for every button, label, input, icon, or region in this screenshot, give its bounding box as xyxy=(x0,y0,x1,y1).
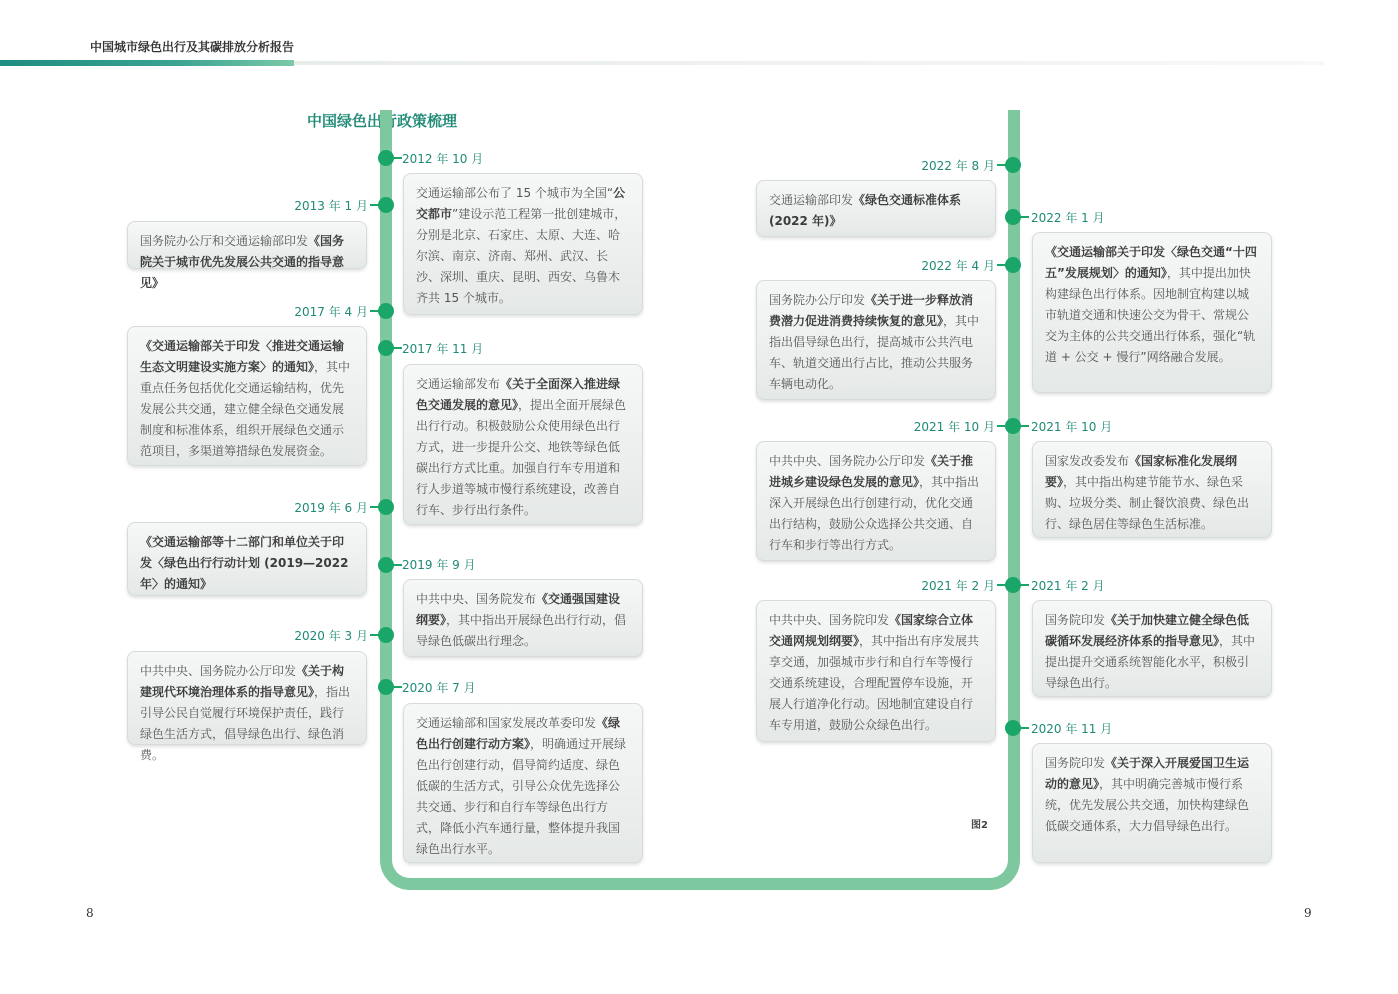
timeline-node xyxy=(378,303,394,319)
card-text: 中共中央、国务院印发 xyxy=(769,613,890,627)
date-label: 2020 年 3 月 xyxy=(294,629,368,643)
page-number-right: 9 xyxy=(1304,906,1312,920)
timeline-tick xyxy=(1019,727,1029,729)
date-label: 2017 年 11 月 xyxy=(402,342,484,356)
timeline-tick xyxy=(370,204,380,206)
policy-name: 《国家综合立体交通网规划纲要》 xyxy=(769,613,974,648)
timeline-node xyxy=(378,499,394,515)
card-text: ，提出全面开展绿色出行行动。积极鼓励公众使用绿色出行方式，进一步提升公交、地铁等绿色低碳出行方式比重。加强自行车专用道和行人步道等城市慢行系统建设，改善自行车、步行出行条件。 xyxy=(416,398,627,517)
card-text: ，其中重点任务包括优化交通运输结构，优先发展公共交通，建立健全绿色交通发展制度和标准体系，组织开展绿色交通示范项目，多渠道筹措绿色发展资金。 xyxy=(140,360,351,458)
timeline-tick xyxy=(392,157,402,159)
report-header-title: 中国城市绿色出行及其碳排放分析报告 xyxy=(90,40,295,54)
page-number-left: 8 xyxy=(86,906,94,920)
card-text: 中共中央、国务院办公厅印发 xyxy=(140,664,297,678)
policy-card xyxy=(403,364,643,525)
policy-card xyxy=(127,221,367,290)
policy-name: 《绿色出行创建行动方案》 xyxy=(416,716,621,751)
policy-name: 《关于加快建立健全绿色低碳循环发展经济体系的指导意见》 xyxy=(1045,613,1250,648)
date-label: 2021 年 10 月 xyxy=(913,420,995,434)
card-text: ，其中提出提升交通系统智能化水平，积极引导绿色出行。 xyxy=(1045,634,1256,690)
card-text: ，指出引导公民自觉履行环境保护责任，践行绿色生活方式，倡导绿色出行、绿色消费。 xyxy=(140,685,351,762)
policy-name: 公交都市 xyxy=(416,186,626,221)
card-text: ，其中指出深入开展绿色出行创建行动，优化交通出行结构，鼓励公众选择公共交通、自行车和步行等出行方式。 xyxy=(769,475,980,552)
card-text: ”建设示范工程第一批创建城市，分别是北京、石家庄、太原、大连、哈尔滨、南京、济南、郑州、武汉、长沙、深圳、重庆、昆明、西安、乌鲁木齐共 15 个城市。 xyxy=(416,207,627,305)
card-text: 中共中央、国务院发布 xyxy=(416,592,537,606)
timeline-tick xyxy=(997,164,1007,166)
card-text: ，其中指出倡导绿色出行，提高城市公共汽电车、轨道交通出行占比，推动公共服务车辆电动化。 xyxy=(769,314,980,391)
date-label: 2013 年 1 月 xyxy=(294,199,368,213)
policy-name: 《关于推进城乡建设绿色发展的意见》 xyxy=(769,454,974,489)
timeline-tick xyxy=(1019,584,1029,586)
policy-card xyxy=(403,173,643,315)
figure-label: 图2 xyxy=(971,820,988,831)
timeline-node xyxy=(378,627,394,643)
card-text: ，其中明确完善城市慢行系统，优先发展公共交通，加快构建绿色低碳交通体系，大力倡导绿色出行。 xyxy=(1045,777,1250,833)
card-text: 交通运输部印发 xyxy=(769,193,854,207)
policy-card xyxy=(756,600,996,742)
policy-card xyxy=(756,180,996,237)
date-label: 2019 年 9 月 xyxy=(402,558,476,572)
timeline-tick xyxy=(997,425,1007,427)
policy-name: 《交通运输部关于印发〈推进交通运输生态文明建设实施方案〉的通知》 xyxy=(140,339,345,374)
date-label: 2020 年 11 月 xyxy=(1031,722,1113,736)
date-label: 2021 年 10 月 xyxy=(1031,420,1113,434)
date-label: 2022 年 8 月 xyxy=(921,159,995,173)
policy-card xyxy=(1032,743,1272,863)
card-text: ，其中指出有序发展共享交通，加强城市步行和自行车等慢行交通系统建设，合理配置停车设施，开展人行道净化行动。因地制宜建设自行车专用道，鼓励公众绿色出行。 xyxy=(769,634,980,732)
card-text: 中共中央、国务院办公厅印发 xyxy=(769,454,926,468)
date-label: 2021 年 2 月 xyxy=(921,579,995,593)
timeline-tick xyxy=(370,634,380,636)
policy-card xyxy=(1032,600,1272,697)
card-text: ，明确通过开展绿色出行创建行动，倡导简约适度、绿色低碳的生活方式，引导公众优先选择公共交通、步行和自行车等绿色出行方式，降低小汽车通行量，整体提升我国绿色出行水平。 xyxy=(416,737,627,856)
card-text: 交通运输部发布 xyxy=(416,377,501,391)
card-text: 国务院办公厅和交通运输部印发 xyxy=(140,234,309,248)
timeline-tick xyxy=(370,506,380,508)
timeline-tick xyxy=(1019,216,1029,218)
card-text: ，其中指出构建节能节水、绿色采购、垃圾分类、制止餐饮浪费、绿色出行、绿色居住等绿色生活标准。 xyxy=(1045,475,1250,531)
policy-name: 《绿色交通标准体系 (2022 年)》 xyxy=(769,193,962,228)
policy-name: 《交通运输部关于印发〈绿色交通“十四五”发展规划〉的通知》 xyxy=(1045,245,1257,280)
date-label: 2019 年 6 月 xyxy=(294,501,368,515)
timeline-node xyxy=(1005,157,1021,173)
card-text: 交通运输部和国家发展改革委印发 xyxy=(416,716,597,730)
date-label: 2017 年 4 月 xyxy=(294,305,368,319)
policy-card xyxy=(756,441,996,561)
timeline-node xyxy=(378,197,394,213)
card-text: 国务院办公厅印发 xyxy=(769,293,866,307)
policy-card xyxy=(127,326,367,466)
timeline-tick xyxy=(1019,425,1029,427)
card-text: ，其中提出加快构建绿色出行体系。因地制宜构建以城市轨道交通和快速公交为骨干、常规公交为主体的公共交通出行体系，强化“轨道 + 公交 + 慢行”网络融合发展。 xyxy=(1045,266,1256,364)
header-accent-bar xyxy=(0,60,294,66)
policy-card xyxy=(403,579,643,657)
date-label: 2021 年 2 月 xyxy=(1031,579,1105,593)
policy-card xyxy=(403,703,643,863)
timeline-tick xyxy=(392,686,402,688)
timeline-tick xyxy=(997,584,1007,586)
policy-card xyxy=(756,280,996,400)
header-divider xyxy=(294,61,1324,65)
date-label: 2022 年 4 月 xyxy=(921,259,995,273)
card-text: 国务院印发 xyxy=(1045,756,1106,770)
policy-name: 《交通运输部等十二部门和单位关于印发〈绿色出行行动计划 (2019—2022 年〉的通知》 xyxy=(140,535,349,591)
policy-name: 《国家标准化发展纲要》 xyxy=(1045,454,1238,489)
card-text: 国家发改委发布 xyxy=(1045,454,1130,468)
policy-name: 《关于进一步释放消费潜力促进消费持续恢复的意见》 xyxy=(769,293,974,328)
timeline-tick xyxy=(370,310,380,312)
timeline-tick xyxy=(392,347,402,349)
section-title: 中国绿色出行政策梳理 xyxy=(307,112,458,130)
policy-name: 《关于深入开展爱国卫生运动的意见》 xyxy=(1045,756,1250,791)
policy-name: 《国务院关于城市优先发展公共交通的指导意见》 xyxy=(140,234,345,290)
card-text: 国务院印发 xyxy=(1045,613,1106,627)
timeline-tick xyxy=(392,564,402,566)
policy-card xyxy=(1032,441,1272,538)
policy-name: 《关于全面深入推进绿色交通发展的意见》 xyxy=(416,377,621,412)
policy-card xyxy=(127,522,367,596)
policy-card xyxy=(1032,232,1272,393)
policy-card xyxy=(127,651,367,762)
date-label: 2020 年 7 月 xyxy=(402,681,476,695)
date-label: 2012 年 10 月 xyxy=(402,152,484,166)
card-text: 交通运输部公布了 15 个城市为全国“ xyxy=(416,186,614,200)
policy-name: 《关于构建现代环境治理体系的指导意见》 xyxy=(140,664,345,699)
card-text: ，其中指出开展绿色出行行动，倡导绿色低碳出行理念。 xyxy=(416,613,627,648)
timeline-node xyxy=(1005,257,1021,273)
timeline-tick xyxy=(997,264,1007,266)
date-label: 2022 年 1 月 xyxy=(1031,211,1105,225)
policy-name: 《交通强国建设纲要》 xyxy=(416,592,621,627)
